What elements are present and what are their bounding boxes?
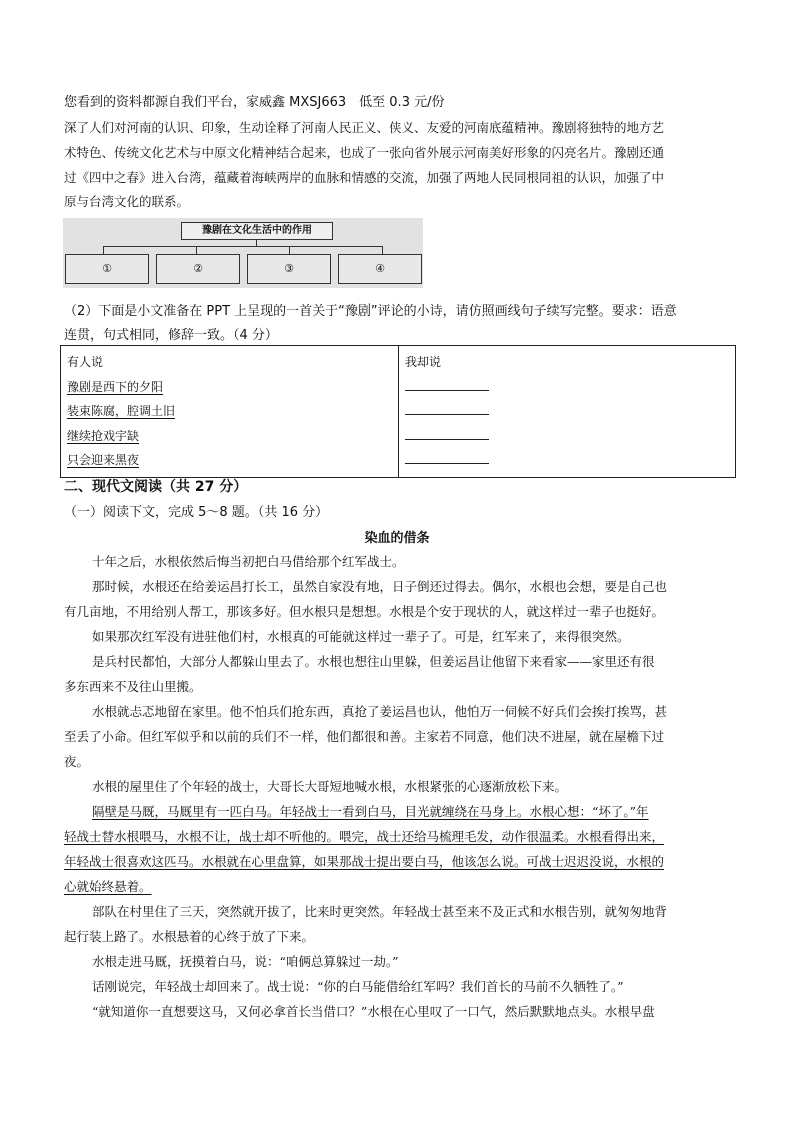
- story-line: 话刚说完，年轻战士却回来了。战士说：“你的白马能借给红军吗？我们首长的马前不久牺牲了。”: [92, 979, 624, 994]
- story-title: 染血的借条: [364, 531, 430, 546]
- answer-blank[interactable]: [405, 400, 489, 415]
- story-line-underlined: 年轻战士很喜欢这匹马。水根就在心里盘算，如果那战士提出要白马，他该怎么说。可战士迟迟没说，水根的: [64, 854, 665, 869]
- question-2-line: 连贯，句式相同，修辞一致。（4 分）: [64, 328, 278, 343]
- diagram-box: ②: [156, 254, 240, 284]
- intro-line: 过《四中之春》进入台湾，蕴藏着海峡两岸的血脉和情感的交流，加强了两地人民同根同祖的认识，加强了中: [64, 170, 665, 185]
- header-notice: 您看到的资料都源自我们平台，家威鑫 MXSJ663 低至 0.3 元/份: [64, 95, 445, 110]
- diagram-box: ①: [65, 254, 149, 284]
- diagram-title: 豫剧在文化生活中的作用: [181, 222, 333, 240]
- story-line: 水根走进马厩，抚摸着白马，说：“咱俩总算躲过一劫。”: [92, 954, 399, 969]
- poem-line: 继续抢戏宇缺: [67, 428, 140, 443]
- diagram-connector: [103, 246, 104, 254]
- diagram-connector: [103, 246, 383, 247]
- intro-line: 术特色、传统文化艺术与中原文化精神结合起来，也成了一张向省外展示河南美好形象的闪亮名片。豫剧还通: [64, 145, 665, 160]
- story-line: 夜。: [64, 754, 90, 769]
- story-line: 部队在村里住了三天，突然就开拔了，比来时更突然。年轻战士甚至来不及正式和水根告别，就匆匆地背: [92, 904, 668, 919]
- answer-blank[interactable]: [405, 425, 489, 440]
- intro-line: 深了人们对河南的认识、印象，生动诠释了河南人民正义、侠义、友爱的河南底蕴精神。豫剧将独特的地方艺: [64, 120, 665, 135]
- story-line-underlined: 心就始终悬着。: [64, 879, 152, 894]
- poem-left-header: 有人说: [67, 355, 104, 369]
- story-line: 至丢了小命。但红军似乎和以前的兵们不一样，他们都很和善。主家若不同意，他们决不进屋，就在屋檐下过: [64, 729, 665, 744]
- story-line: 那时候，水根还在给姜运昌打长工，虽然自家没有地，日子倒还过得去。偶尔，水根也会想，要是自己也: [92, 579, 668, 594]
- poem-line: 装束陈腐，腔调土旧: [67, 404, 176, 418]
- diagram-connector: [382, 246, 383, 254]
- story-line: 水根的屋里住了个年轻的战士，大哥长大哥短地喊水根，水根紧张的心逐渐放松下来。: [92, 779, 568, 794]
- story-line: 如果那次红军没有进驻他们村，水根真的可能就这样过一辈子了。可是，红军来了，来得很突然。: [92, 629, 630, 644]
- story-line-underlined: 隔壁是马厩，马厩里有一匹白马。年轻战士一看到白马，目光就缠绕在马身上。水根心想：“坏了。”年: [92, 804, 649, 819]
- diagram-connector: [256, 239, 257, 246]
- diagram-connector: [196, 246, 197, 254]
- intro-line: 原与台湾文化的联系。: [64, 194, 190, 209]
- answer-blank[interactable]: [405, 449, 489, 464]
- diagram-box: ③: [247, 254, 331, 284]
- subsection-title: （一）阅读下文，完成 5～8 题。（共 16 分）: [64, 505, 329, 520]
- poem-left-cell: [61, 346, 399, 478]
- story-line: “就知道你一直想要这马，又何必拿首长当借口？”水根在心里叹了一口气，然后默默地点头。水根早盘: [92, 1004, 655, 1019]
- diagram-box: ④: [338, 254, 422, 284]
- story-line-underlined: 轻战士替水根喂马，水根不让，战士却不听他的。喂完，战士还给马梳理毛发，动作很温柔。水根看得出来，: [64, 829, 665, 844]
- story-line: 起行装上路了。水根悬着的心终于放了下来。: [64, 929, 315, 944]
- answer-blank[interactable]: [405, 376, 489, 391]
- story-line: 有几亩地，不用给别人帮工，那该多好。但水根只是想想。水根是个安于现状的人，就这样过一辈子也挺好。: [64, 604, 665, 619]
- story-line: 是兵村民都怕，大部分人都躲山里去了。水根也想往山里躲，但姜运昌让他留下来看家——家里还有很: [92, 654, 655, 669]
- section-title: 二、现代文阅读（共 27 分）: [64, 479, 248, 495]
- story-line: 十年之后，水根依然后悔当初把白马借给那个红军战士。: [92, 554, 405, 569]
- poem-right-header: 我却说: [405, 355, 442, 369]
- poem-right-cell: [399, 346, 736, 478]
- poem-line: 豫剧是西下的夕阳: [67, 379, 164, 394]
- role-diagram: [63, 218, 423, 288]
- poem-line: 只会迎来黑夜: [67, 453, 140, 467]
- story-line: 多东西来不及往山里搬。: [64, 679, 202, 694]
- poem-table: [60, 345, 736, 478]
- question-2-line: （2）下面是小文准备在 PPT 上呈现的一首关于“豫剧”评论的小诗，请仿照画线句子续写完整。要求：语意: [64, 304, 677, 319]
- diagram-connector: [289, 246, 290, 254]
- story-line: 水根就忐忑地留在家里。他不怕兵们抢东西，真抢了姜运昌也认，他怕万一伺候不好兵们会挨打挨骂，甚: [92, 704, 668, 719]
